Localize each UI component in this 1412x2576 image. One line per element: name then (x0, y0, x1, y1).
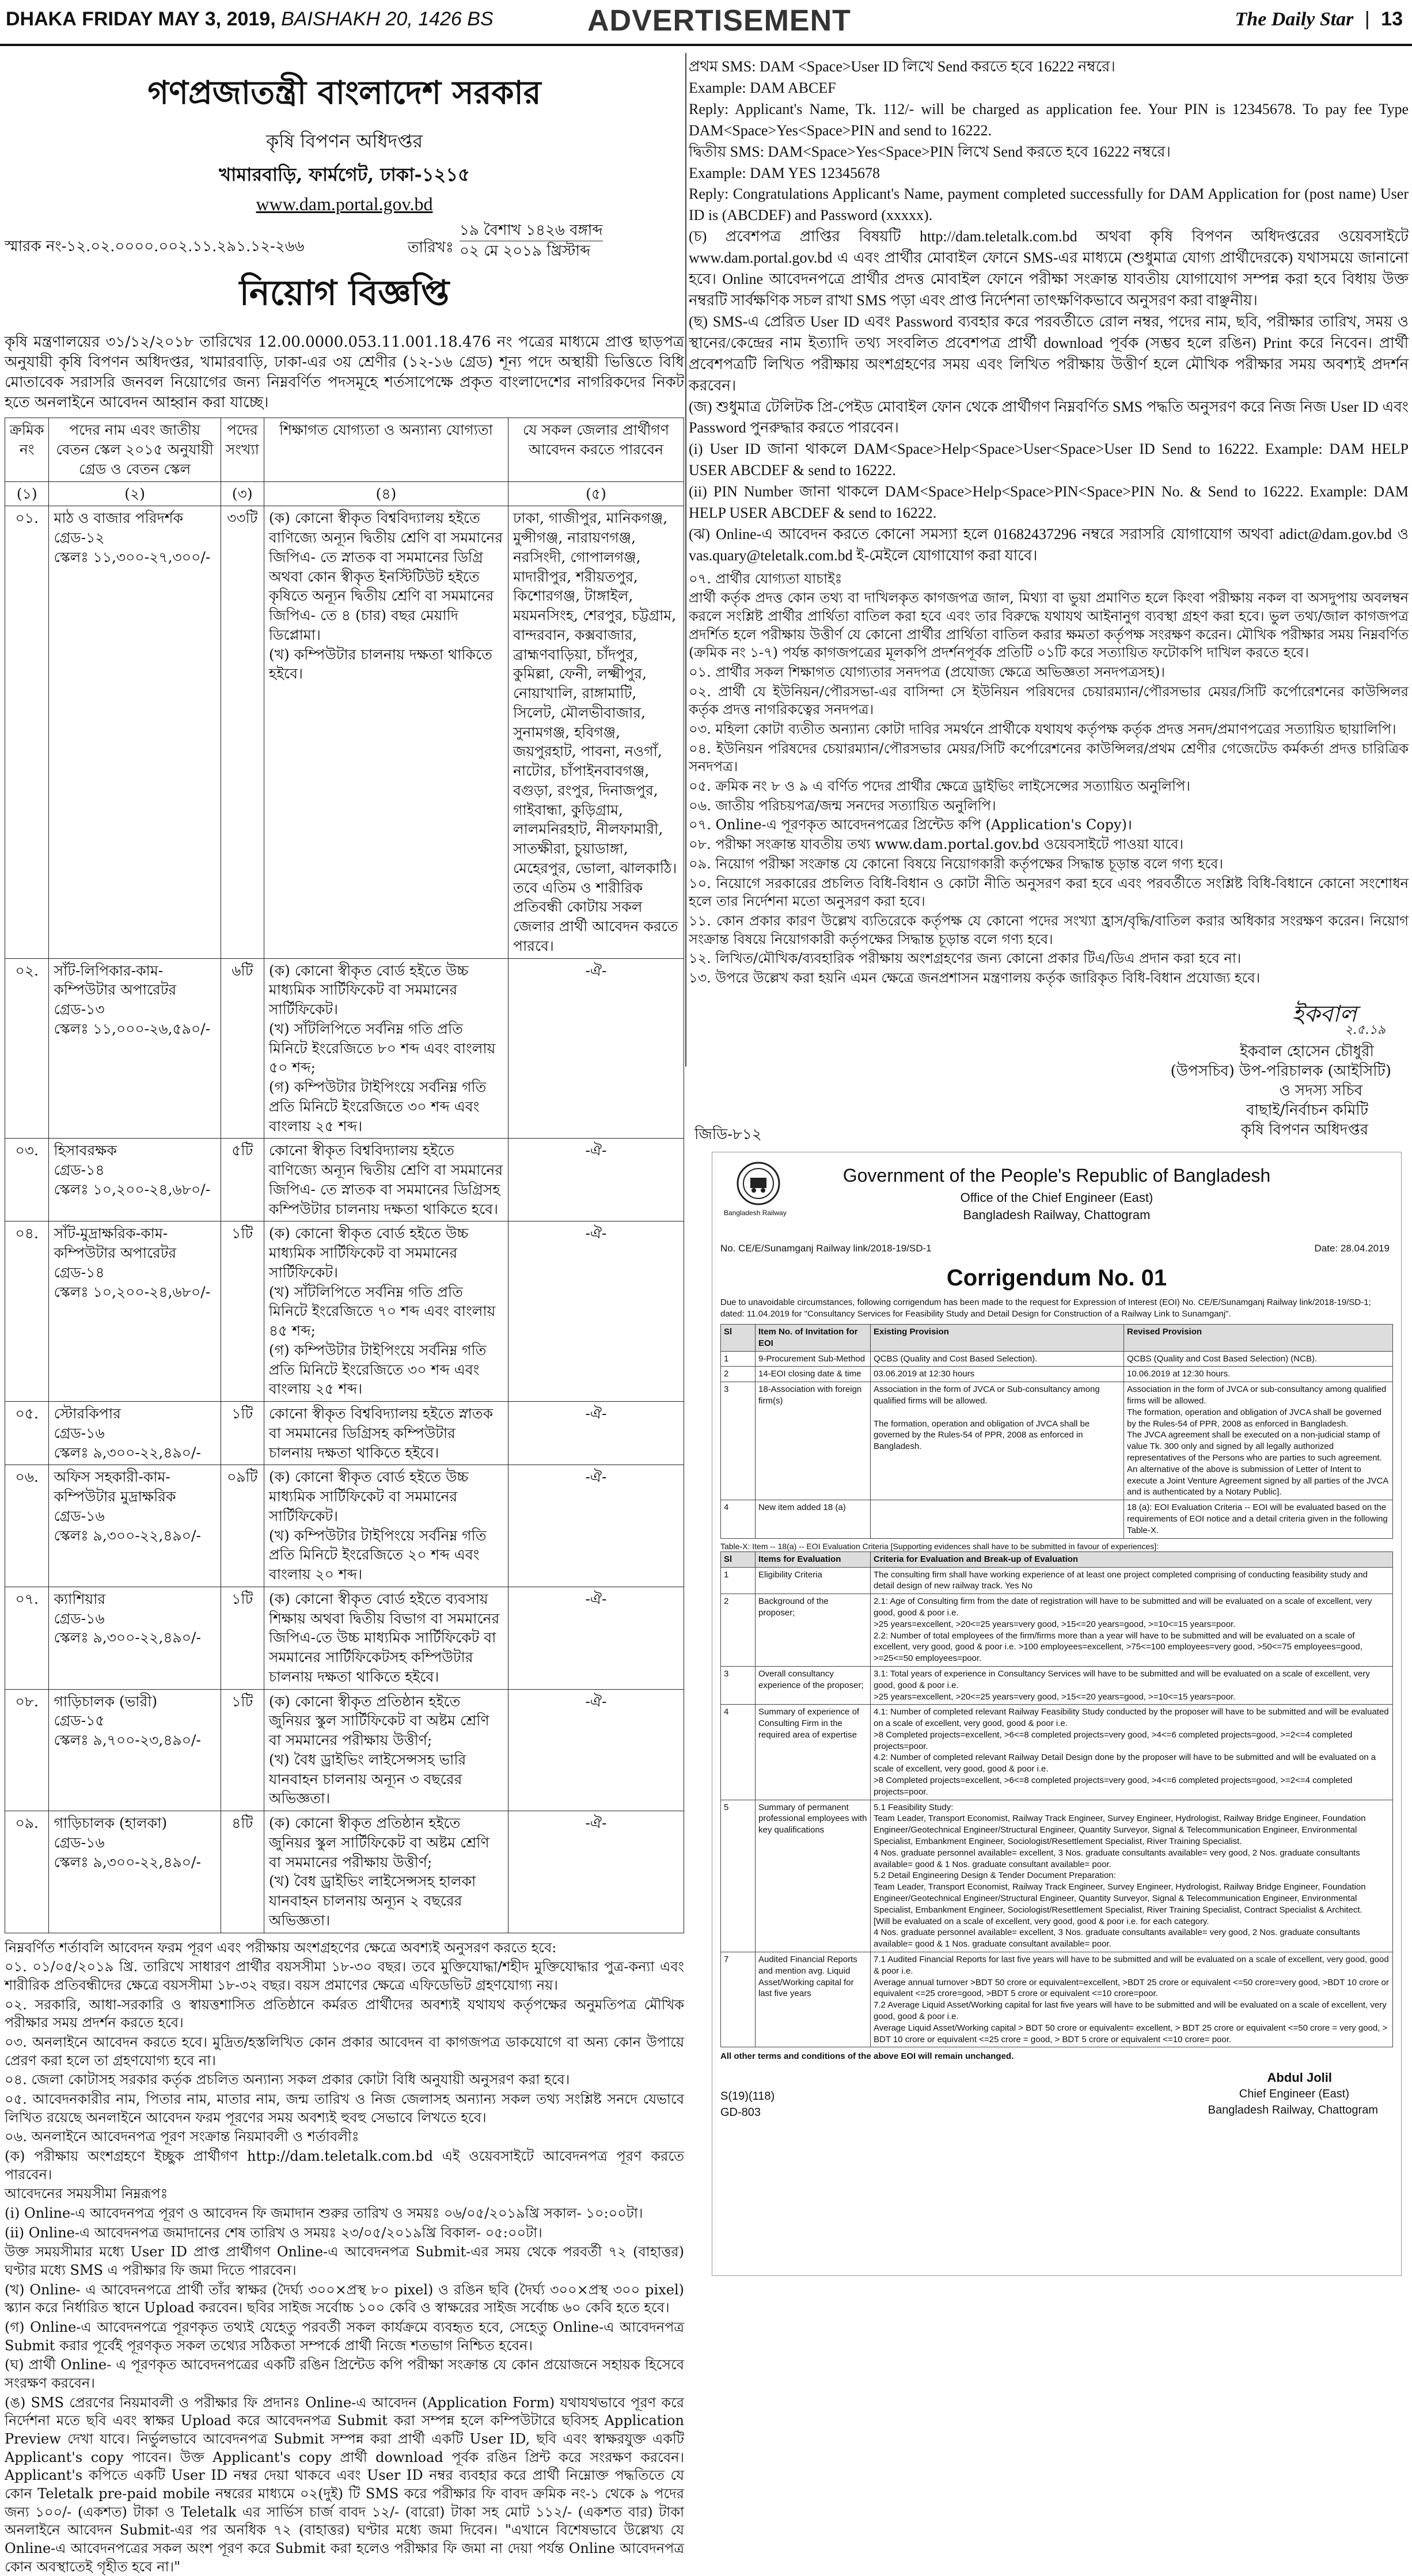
col-num: (৫) (508, 481, 684, 506)
table-cell: 7.1 Audited Financial Reports for last five years will have to be submitted and will be evaluated on a scale of excellent, very good, good & poor i.e. Average annual turnover >BDT 50 crore or equivalent=excellent, >BDT 25 crore or equivalent <=50 crore=very good, >BDT 10 crore or equivalent <=25 crore=good, >BDT 5 crore or equivalent <=10 crore=poor. 7.2 Average Liquid Asset/Working capital for last five years will have to be submitted and will be evaluated on a scale of excellent, very good, good & poor i.e. Average Liquid Asset/Working capital > BDT 50 crore or equivalent= excellent, > BDT 25 crore or equivalent <=50 crore = very good, > BDT 10 crore or equivalent <=25 crore = good, > BDT 5 crore or equivalent <=10 crore= poor. (871, 1952, 1393, 2047)
condition-item: ০৬. অনলাইনে আবেদনপত্র পূরণ সংক্রান্ত নিয়মাবলী ও শর্তাবলীঃ (5, 2129, 359, 2145)
table-cell-count: ১টি (221, 1221, 264, 1402)
signer-name: ইকবাল হোসেন চৌধুরী (1240, 1042, 1374, 1060)
corr-title: Corrigendum No. 01 (946, 1265, 1167, 1291)
table-cell: 5 (721, 1800, 756, 1952)
table-cell: 3 (721, 1666, 756, 1704)
col-num: (৩) (221, 481, 264, 506)
table-cell-qual: কোনো স্বীকৃত বিশ্ববিদ্যালয় হইতে বাণিজ্যে অন্যূন দ্বিতীয় শ্রেণি বা সমমানের জিপিএ- তে স্নাতক বা সমমানের ডিগ্রিসহ কম্পিউটার চালনায় দক্ষতা থাকিতে হবে। (264, 1139, 508, 1221)
table-cell: 3 (721, 1382, 756, 1500)
corr-signature-block (712, 2062, 1401, 2126)
table-cell: Summary of experience of Consulting Firm in the required area of expertise (756, 1705, 871, 1800)
table-cell-post: গাড়িচালক (হালকা) গ্রেড-১৬ স্কেলঃ ৯,৩০০-২২,৪৯০/- (49, 1811, 221, 1933)
table-cell: 18-Association with foreign firm(s) (756, 1382, 871, 1500)
eligibility-item: ০৫. ক্রমিক নং ৮ ও ৯ এ বর্ণিত পদের প্রার্থীর ক্ষেত্রে ড্রাইভিং লাইসেন্সের সত্যায়িত অনুলিপি। (689, 778, 1190, 795)
table-cell-post: সাঁট-মুদ্রাক্ষরিক-কাম-কম্পিউটার অপারেটর গ্রেড-১৪ স্কেলঃ ১০,২০০-২৪,৬৮০/- (49, 1221, 221, 1402)
table-cell: 9-Procurement Sub-Method (756, 1351, 871, 1367)
sms-instruction-item: (চ) প্রবেশপত্র প্রাপ্তির বিষয়টি http://dam.teletalk.com.bd অথবা কৃষি বিপণন অধিদপ্তরের ওয়েবসাইটে www.dam.portal.gov.bd এ এবং প্রার্থীর মোবাইল ফোনে SMS-এর মাধ্যমে (শুধুমাত্র যোগ্য প্রার্থীদেরকে) যথাসময়ে জানানো হবে। Online আবেদনপত্রে প্রার্থীর প্রদত্ত মোবাইল ফোনে পরীক্ষা সংক্রান্ত যাবতীয় যোগাযোগ সম্পন্ন করা হবে বিধায় উক্ত নম্বরটি সার্বক্ষণিক সচল রাখা SMS পড়া এবং প্রাপ্ত নির্দেশনা তাৎক্ষণিকভাবে অনুসরণ করা বাঞ্ছনীয়। (689, 228, 1409, 309)
corr-signer-title: Chief Engineer (East) (1239, 2087, 1349, 2100)
table-cell-sl: ০৯. (5, 1811, 49, 1933)
sms-instruction-item: Example: DAM YES 12345678 (689, 164, 880, 181)
table-cell: 03.06.2019 at 12:30 hours (871, 1367, 1124, 1382)
table-cell: Eligibility Criteria (756, 1567, 871, 1594)
condition-item: উক্ত সময়সীমার মধ্যে User ID প্রাপ্ত প্রার্থীগণ Online-এ আবেদনপত্র Submit-এর সময় থেকে পরবর্তী ৭২ (বাহাত্তর) ঘণ্টার মধ্যে SMS এ পরীক্ষার ফি জমা দিতে পারবেন। (5, 2244, 684, 2279)
table-cell-districts: -ঐ- (508, 1689, 684, 1811)
col-header-count: পদের সংখ্যা (221, 418, 264, 481)
table-cell-qual: (ক) কোনো স্বীকৃত বিশ্ববিদ্যালয় হইতে বাণিজ্যে অন্যূন দ্বিতীয় শ্রেণি বা সমমানের জিপিএ- তে স্নাতক বা সমমানের ডিগ্রি অথবা কোন স্বীকৃত ইনস্টিটিউট হইতে কৃষিতে অন্যূন দ্বিতীয় শ্রেণি বা সমমানের জিপিএ- তে ৪ (চার) বছর মেয়াদি ডিপ্লোমা। (খ) কম্পিউটার চালনায় দক্ষতা থাকিতে হইবে। (264, 506, 508, 958)
table-cell: 4 (721, 1705, 756, 1800)
table-cell-sl: ০৮. (5, 1689, 49, 1811)
sms-instruction-item: (ছ) SMS-এ প্রেরিত User ID এবং Password ব্যবহার করে পরবর্তীতে রোল নম্বর, পদের নাম, ছবি, পরীক্ষার তারিখ, সময় ও স্থানের/কেন্দ্রের নাম ইত্যাদি তথ্য সংবলিত প্রবেশপত্র প্রার্থী download পূর্বক (সম্ভব হলে রঙিন) Print করে নিবেন। প্রার্থী প্রবেশপত্রটি লিখিত পরীক্ষায় অংশগ্রহণের সময় এবং লিখিত পরীক্ষায় উত্তীর্ণ হলে মৌখিক পরীক্ষার সময় অবশ্যই প্রদর্শন করবেন। (689, 313, 1409, 394)
sms-instruction-item: (ঝ) Online-এ আবেদন করতে কোনো সমস্যা হলে 01682437296 নম্বরে সরাসরি যোগাযোগ অথবা adict@dam.gov.bd ও vas.quary@teletalk.com.bd ই-মেইলে যোগাযোগ করা যাবে। (689, 525, 1409, 564)
condition-item: (ক) পরীক্ষায় অংশগ্রহণে ইচ্ছুক প্রার্থীগণ http://dam.teletalk.com.bd এই ওয়েবসাইটে আবেদনপত্র পূরণ করতে পারবেন। (5, 2148, 684, 2183)
table-cell-qual: (ক) কোনো স্বীকৃত প্রতিষ্ঠান হইতে জুনিয়র স্কুল সার্টিফিকেট বা অষ্টম শ্রেণি বা সমমানের পরীক্ষায় উত্তীর্ণ; (খ) বৈধ ড্রাইভিং লাইসেন্সসহ হালকা যানবাহন চালনায় অন্যূন ২ বছরের অভিজ্ঞতা। (264, 1811, 508, 1933)
masthead-paper-logo: The Daily Star (1235, 9, 1354, 30)
eligibility-item: ০৩. মহিলা কোটা ব্যতীত অন্যান্য কোটা দাবির সমর্থনে প্রার্থীকে যথাযথ কর্তৃপক্ষ কর্তৃক প্রদত্ত সনদ/প্রমাণপত্রের সত্যায়িত ছায়ালিপি। (689, 721, 1396, 738)
eligibility-item: ০৯. নিয়োগ পরীক্ষা সংক্রান্ত যে কোনো বিষয়ে নিয়োগকারী কর্তৃপক্ষের সিদ্ধান্ত চূড়ান্ত বলে গণ্য হবে। (689, 855, 1223, 872)
table-cell-sl: ০৪. (5, 1221, 49, 1402)
eligibility-item: ১১. কোন প্রকার কারণ উল্লেখ ব্যতিরেকে কর্তৃপক্ষ যে কোনো পদের সংখ্যা হ্রাস/বৃদ্ধি/বাতিল করার অধিকার সংরক্ষণ করেন। নিয়োগ সংক্রান্ত বিষয়ে নিয়োগকারী কর্তৃপক্ষের সিদ্ধান্ত চূড়ান্ত বলে গণ্য হবে। (689, 912, 1409, 947)
table-cell-districts: -ঐ- (508, 958, 684, 1139)
masthead-bangla-date: BAISHAKH 20, 1426 BS (281, 8, 494, 30)
sms-instruction-item: Example: DAM ABCEF (689, 79, 836, 96)
table-cell: The consulting firm shall have working experience of at least one project completed comprising of conducting feasibility study and detail design of new railway track. Yes No (871, 1567, 1393, 1594)
col-header: Criteria for Evaluation and Break-up of Evaluation (871, 1551, 1393, 1567)
table-cell-qual: (ক) কোনো স্বীকৃত বোর্ড হইতে উচ্চ মাধ্যমিক সার্টিফিকেট বা সমমানের সার্টিফিকেট। (খ) কম্পিউটার টাইপিংয়ে সর্বনিম্ন গতি প্রতি মিনিটে ইংরেজিতে ২০ শব্দ এবং বাংলায় ২০ শব্দ। (264, 1465, 508, 1587)
table-cell-count: ১টি (221, 1587, 264, 1689)
masthead-page-number: 13 (1381, 8, 1403, 30)
condition-item: (ii) Online-এ আবেদনপত্র জমাদানের শেষ তারিখ ও সময়ঃ ২৩/০৫/২০১৯খ্রি বিকাল- ০৫:০০টা। (5, 2224, 542, 2241)
masthead-date: FRIDAY MAY 3, 2019, (82, 8, 276, 30)
table-row (721, 1567, 1393, 1594)
table-cell-post: হিসাবরক্ষক গ্রেড-১৪ স্কেলঃ ১০,২০০-২৪,৬৮০/- (49, 1139, 221, 1221)
table-row (721, 1382, 1393, 1500)
col-num: (৪) (264, 481, 508, 506)
table-cell-sl: ০১. (5, 506, 49, 958)
col-header-sl: ক্রমিক নং (5, 418, 49, 481)
condition-item: (ঘ) প্রার্থী Online- এ পূরণকৃত আবেদনপত্রের একটি রঙিন প্রিন্টেড কপি পরীক্ষা সংক্রান্ত যে কোন প্রয়োজনে সহায়ক হিসেবে সংরক্ষণ করবেন। (5, 2357, 684, 2392)
col-header: Items for Evaluation (756, 1551, 871, 1567)
table-row (721, 1800, 1393, 1952)
col-num: (১) (5, 481, 49, 506)
corr-org: Bangladesh Railway, Chattogram (963, 1208, 1151, 1222)
memo-date-english: ০২ মে ২০১৯ খ্রিস্টাব্দ (460, 242, 591, 260)
table-cell-qual: (ক) কোনো স্বীকৃত প্রতিষ্ঠান হইতে জুনিয়র স্কুল সার্টিফিকেট বা অষ্টম শ্রেণি বা সমমানের পরীক্ষায় উত্তীর্ণ; (খ) বৈধ ড্রাইভিং লাইসেন্সসহ ভারি যানবাহন চালনায় অন্যূন ৩ বছরের অভিজ্ঞতা। (264, 1689, 508, 1811)
handwritten-signature: ইকবাল (1292, 1000, 1357, 1027)
eligibility-item: ০২. প্রার্থী যে ইউনিয়ন/পৌরসভা-এর বাসিন্দা সে ইউনিয়ন পরিষদের চেয়ারম্যান/পৌরসভার মেয়র/সিটি কর্পোরেশনের কাউন্সিলর কর্তৃক প্রদত্ত নাগরিকত্বের সনদপত্র। (689, 683, 1409, 718)
table-cell: New item added 18 (a) (756, 1500, 871, 1538)
table-cell-districts: -ঐ- (508, 1402, 684, 1465)
table-cell: 2 (721, 1367, 756, 1382)
table-row (5, 1587, 684, 1689)
corr-gov-title: Government of the People's Republic of Bangladesh (842, 1165, 1271, 1186)
eligibility-item: ১০. নিয়োগে সরকারের প্রচলিত বিধি-বিধান ও কোটা নীতি অনুসরণ করা হবে এবং পরবর্তীতে সংশ্লিষ্ট বিধি-বিধানে কোনো সংশোধন হলে তার নির্দেশনা মতো অনুসরণ করা হবে। (689, 875, 1409, 910)
sms-instruction-item: দ্বিতীয় SMS: DAM<Space>Yes<Space>PIN লিখে Send করতে হবে 16222 নম্বরে। (689, 143, 1171, 160)
corr-code-2: GD-803 (720, 2105, 761, 2119)
notice-address: খামারবাড়ি, ফার্মগেট, ঢাকা-১২১৫ (219, 164, 470, 185)
sms-instruction-item: প্রথম SMS: DAM <Space>User ID লিখে Send করতে হবে 16222 নম্বরে। (689, 58, 1115, 75)
col-header: Sl (721, 1325, 756, 1352)
table-cell-post: সাঁট-লিপিকার-কাম-কম্পিউটার অপারেটর গ্রেড-১৩ স্কেলঃ ১১,০০০-২৬,৫৯০/- (49, 958, 221, 1139)
corr-table-2 (720, 1551, 1393, 2048)
table-cell-post: গাড়িচালক (ভারী) গ্রেড-১৫ স্কেলঃ ৯,৭০০-২৩,৪৯০/- (49, 1689, 221, 1811)
table-cell-post: ক্যাশিয়ার গ্রেড-১৬ স্কেলঃ ৯,৩০০-২২,৪৯০/- (49, 1587, 221, 1689)
corr-intro: Due to unavoidable circumstances, following corrigendum has been made to the request for Expression of Interest (EOI) No. CE/E/Sunamganj Railway link/2018-19/SD-1; dated: 11.04.2019 for "Consultancy Services for Feasibility Study and Detail Design for Construction of a Railway Link to Sunamganj". (720, 1298, 1371, 1319)
corr-table-1-header (721, 1325, 1393, 1352)
table-row (721, 1705, 1393, 1800)
eligibility-item: ০৪. ইউনিয়ন পরিষদের চেয়ারম্যান/পৌরসভার মেয়র/সিটি কর্পোরেশনের কাউন্সিলর/প্রথম শ্রেণীর গেজেটেড কর্মকর্তা প্রদত্ত চারিত্রিক সনদপত্র। (689, 740, 1409, 775)
table-row (5, 958, 684, 1139)
sms-instruction-item: Reply: Applicant's Name, Tk. 112/- will be charged as application fee. Your PIN is 12345678. To pay fee Type DAM<Space>Yes<Space>PIN and send to 16222. (689, 100, 1409, 139)
posts-table-body (5, 506, 684, 1933)
corrigendum-ad (712, 1152, 1402, 2276)
notice-gov-title: গণপ্রজাতন্ত্রী বাংলাদেশ সরকার (147, 74, 541, 112)
posts-table-colnums (5, 481, 684, 506)
condition-item: ০৪. জেলা কোটাসহ সরকার কর্তৃক প্রচলিত অন্যান্য সকল প্রকার কোটা বিধি অনুযায়ী অনুসরণ করা হবে। (5, 2072, 570, 2088)
table-cell-post: মাঠ ও বাজার পরিদর্শক গ্রেড-১২ স্কেলঃ ১১,৩০০-২৭,৩০০/- (49, 506, 221, 958)
eligibility-item: ০১. প্রার্থীর সকল শিক্ষাগত যোগ্যতার সনদপত্র (প্রযোজ্য ক্ষেত্রে অভিজ্ঞতা সনদপত্রসহ)। (689, 664, 1165, 681)
table-row (5, 1465, 684, 1587)
table-row (5, 1139, 684, 1221)
table-cell: 10.06.2019 at 12:30 hours. (1124, 1367, 1393, 1382)
table-cell: 14-EOI closing date & time (756, 1367, 871, 1382)
table-cell: Background of the proposer; (756, 1594, 871, 1667)
condition-item: ০১. ০১/০৫/২০১৯ খ্রি. তারিখে সাধারণ প্রার্থীর বয়সসীমা ১৮-৩০ বছর। তবে মুক্তিযোদ্ধা/শহীদ মুক্তিযোদ্ধার পুত্র-কন্যা এবং শারীরিক প্রতিবন্ধীদের ক্ষেত্রে বয়সসীমা ১৮-৩২ বছর। বয়স প্রমাণের ক্ষেত্রে এফিডেভিট গ্রহণযোগ্য নয়। (5, 1959, 684, 1993)
table-row (721, 1500, 1393, 1538)
signature-date: ২.৫.১৯ (1344, 1022, 1386, 1037)
col-header-post: পদের নাম এবং জাতীয় বেতন স্কেল ২০১৫ অনুযায়ী গ্রেড ও বেতন স্কেল (49, 418, 221, 481)
table-cell-qual: (ক) কোনো স্বীকৃত বোর্ড হইতে উচ্চ মাধ্যমিক সার্টিফিকেট বা সমমানের সার্টিফিকেট। (খ) সাঁটলিপিতে সর্বনিম্ন গতি প্রতি মিনিটে ইংরেজিতে ৮০ শব্দ এবং বাংলায় ৫০ শব্দ; (গ) কম্পিউটার টাইপিংয়ে সর্বনিম্ন গতি প্রতি মিনিটে ইংরেজিতে ৩০ শব্দ এবং বাংলায় ২৫ শব্দ। (264, 958, 508, 1139)
notice-title: নিয়োগ বিজ্ঞপ্তি (239, 273, 450, 313)
table-cell-count: ১টি (221, 1402, 264, 1465)
condition-item: ০২. সরকারি, আধা-সরকারি ও স্বায়ত্তশাসিত প্রতিষ্ঠানে কর্মরত প্রার্থীদের অবশ্যই যথাযথ কর্তৃপক্ষের অনুমতিপত্র মৌখিক পরীক্ষার সময় প্রদর্শন করতে হবে। (5, 1996, 684, 2031)
table-row (5, 1402, 684, 1465)
condition-item: (i) Online-এ আবেদনপত্র পূরণ ও আবেদন ফি জমাদান শুরুর তারিখ ও সময়ঃ ০৬/০৫/২০১৯খ্রি সকাল- ১০:০০টা। (5, 2205, 643, 2222)
col-header: Existing Provision (871, 1325, 1124, 1352)
condition-item: (ঙ) SMS প্রেরণের নিয়মাবলী ও পরীক্ষার ফি প্রদানঃ Online-এ আবেদন (Application Form) যথাযথভাবে পূরণ করে নির্দেশনা মতে ছবি এবং স্বাক্ষর Upload করে আবেদনপত্র Submit করা সম্পন্ন হলে কম্পিউটারে ছবিসহ Application Preview দেখা যাবে। নির্ভুলভাবে আবেদনপত্র Submit সম্পন্ন করা প্রার্থী একটি User ID, ছবি এবং স্বাক্ষরযুক্ত একটি Applicant's copy পাবেন। উক্ত Applicant's copy প্রার্থী download পূর্বক রঙিন প্রিন্ট করে সংরক্ষণ করবেন। Applicant's কপিতে একটি User ID নম্বর দেয়া থাকবে এবং User ID নম্বর ব্যবহার করে প্রার্থী নিম্নোক্ত পদ্ধতিতে যে কোন Teletalk pre-paid mobile নম্বরের মাধ্যমে ০২(দুই) টি SMS করে পরীক্ষার ফি বাবদ ক্রমিক নং-১ থেকে ৯ পদের জন্য ১০০/- (একশত) টাকা ও Teletalk এর সার্ভিস চার্জ বাবদ ১২/- (বারো) টাকা সহ মোট ১১২/- (একশত বার) টাকা অনলাইনে আবেদন Submit-এর পর অনধিক ৭২ (বাহাত্তর) ঘণ্টার মধ্যে জমা দিবেন। "এখানে বিশেষভাবে উল্লেখ্য যে Online-এ আবেদনপত্রের সকল অংশ পূরণ করে Submit করা হলেও পরীক্ষার ফি জমা না দেয়া পর্যন্ত Online আবেদনপত্র কোন অবস্থাতেই গৃহীত হবে না।" (5, 2394, 684, 2575)
table-cell-sl: ০৫. (5, 1402, 49, 1465)
table-cell: 4 (721, 1500, 756, 1538)
eligibility-item: ০৮. পরীক্ষা সংক্রান্ত যাবতীয় তথ্য www.dam.portal.gov.bd ওয়েবসাইটে পাওয়া যাবে। (689, 836, 1184, 853)
masthead-rule (0, 44, 1412, 46)
sms-instruction-item: (i) User ID জানা থাকলে DAM<Space>Help<Space>User<Space>User ID Send to 16222. Example: DAM HELP USER ABCDEF & send to 16222. (689, 441, 1409, 479)
table-cell: 7 (721, 1952, 756, 2047)
table-cell-sl: ০৭. (5, 1587, 49, 1689)
signer-role: ও সদস্য সচিব (1279, 1082, 1362, 1099)
table-cell-districts: -ঐ- (508, 1587, 684, 1689)
corr-table-1 (720, 1324, 1393, 1539)
table-cell: 1 (721, 1351, 756, 1367)
eligibility-item: প্রার্থী কর্তৃক প্রদত্ত কোন তথ্য বা দাখিলকৃত কাগজপত্র জাল, মিথ্যা বা ভুয়া প্রমাণিত হলে কিংবা পরীক্ষায় নকল বা অসদুপায় অবলম্বন করলে সংশ্লিষ্ট প্রার্থীর প্রার্থিতা বাতিল করা হবে এবং তার বিরুদ্ধে যথাযথ আইনানুগ ব্যবস্থা গ্রহণ করা হবে। ভুল তথ্য/জাল কাগজপত্র প্রদর্শিত হলে পরীক্ষায় উত্তীর্ণ যে কোনো প্রার্থীর প্রার্থিতা বাতিল করার ক্ষমতা কর্তৃপক্ষ সংরক্ষণ করেন। মৌখিক পরীক্ষার সময় নিম্নবর্ণিত (ক্রমিক নং ১-৭) পর্যন্ত কাগজপত্রের মূলকপি প্রদর্শনপূর্বক প্রতিটি ০১টি করে সত্যায়িত ফটোকপি দাখিল করতে হবে। (689, 590, 1409, 661)
table-cell-districts: -ঐ- (508, 1811, 684, 1933)
masthead-right: The Daily Star | 13 (1235, 8, 1403, 30)
table-cell-qual: (ক) কোনো স্বীকৃত বোর্ড হইতে ব্যবসায় শিক্ষায় অথবা দ্বিতীয় বিভাগ বা সমমানের জিপিএ-তে উচ্চ মাধ্যমিক সার্টিফিকেট বা সমমানের সার্টিফিকেটসহ কম্পিউটার চালনায় দক্ষতা থাকিতে হইবে। (264, 1587, 508, 1689)
condition-item: (খ) Online- এ আবেদনপত্রে প্রার্থী তাঁর স্বাক্ষর (দৈর্ঘ্য ৩০০×প্রস্থ ৮০ pixel) ও রঙিন ছবি (দৈর্ঘ্য ৩০০×প্রস্থ ৩০০ pixel) স্ক্যান করে নির্ধারিত স্থানে Upload করবেন। ছবির সাইজ সর্বোচ্চ ১০০ কেবি ও স্বাক্ষরের সাইজ সর্বোচ্চ ৬০ কেবি হতে হবে। (5, 2281, 684, 2316)
table-cell-count: ৫টি (221, 1139, 264, 1221)
table-cell: Summary of permanent professional employees with key qualifications (756, 1800, 871, 1952)
corr-table-2-header (721, 1551, 1393, 1567)
condition-item: ০৩. অনলাইনে আবেদন করতে হবে। মুদ্রিত/হস্তলিখিত কোন প্রকার আবেদন বা কাগজপত্র ডাকযোগে বা অন্য কোন উপায়ে প্রেরণ করা হলে তা গ্রহণযোগ্য হবে না। (5, 2034, 684, 2069)
table-row (721, 1367, 1393, 1382)
table-cell: QCBS (Quality and Cost Based Selection). (871, 1351, 1124, 1367)
masthead (0, 0, 1412, 45)
table-cell-sl: ০৬. (5, 1465, 49, 1587)
corrigendum-header (712, 1152, 1401, 1239)
notice-signature-block (689, 993, 1409, 1149)
signer-title: (উপসচিব) উপ-পরিচালক (আইসিটি) (1170, 1062, 1391, 1080)
table-cell-count: ৪টি (221, 1811, 264, 1933)
table-cell-count: ১টি (221, 1689, 264, 1811)
table-row (721, 1952, 1393, 2047)
corr-ref-number: No. CE/E/Sunamganj Railway link/2018-19/SD-1 (720, 1243, 932, 1254)
table-cell: 5.1 Feasibility Study: Team Leader, Transport Economist, Railway Track Engineer, Survey Engineer, Hydrologist, Railway Bridge Engineer, Foundation Engineer/Geotechnical Engineer/Structural Engineer, Quantity Surveyor, Signal & Telecommunication Engineer, Environmental Specialist, Embankment Engineer, Sociologist/Resettlement Specialist, River Training Specialist. 4 Nos. graduate personnel available= excellent, 3 Nos. graduate consultants available= very good, 2 Nos. graduate consultants available= good & 1 Nos. graduate consultant available= poor. 5.2 Detail Engineering Design & Tender Document Preparation: Team Leader, Transport Economist, Railway Track Engineer, Survey Engineer, Hydrologist, Railway Bridge Engineer, Foundation Engineer/Geotechnical Engineer/Structural Engineer, Quantity Surveyor, Signal & Telecommunication Engineer, Environmental Specialist, Embankment Engineer, Sociologist/Resettlement Specialist, River Training Specialist, Contract Specialist & Architect. [Will be evaluated on a scale of excellent, very good, good & poor i.e. for each category. 4 Nos. graduate personnel available= excellent, 3 Nos. graduate consultants available= very good, 2 Nos. graduate consultants available= good & 1 Nos. graduate consultant available= poor. (871, 1800, 1393, 1952)
masthead-city: DHAKA (6, 8, 77, 30)
table-row (721, 1594, 1393, 1667)
condition-item: ০৫. আবেদনকারীর নাম, পিতার নাম, মাতার নাম, জন্ম তারিখ ও নিজ জেলাসহ অন্যান্য সকল তথ্য সংশ্লিষ্ট সনদে যেভাবে লিখিত রয়েছে অনলাইনে আবেদন ফরম পূরণের সময় অবশ্যই হুবহু সেভাবে লিখতে হবে। (5, 2091, 684, 2126)
table-cell: 3.1: Total years of experience in Consultancy Services will have to be submitted and will be evaluated on a scale of excellent, very good, good & poor i.e. >25 years=excellent, >20<=25 years=very good, >15<=20 years=good, >=10<=15 years=poor. (871, 1666, 1393, 1704)
corr-table-2-caption: Table-X: Item -- 18(a) -- EOI Evaluation Criteria [Supporting evidences shall have to be submitted in favour of experiences]: (720, 1541, 1159, 1551)
table-cell: Association in the form of JVCA or Sub-consultancy among qualified firms will be allowed. The formation, operation and obligation of JVCA shall be governed by the Rules-54 of PPR, 2008 as enforced in Bangladesh. (871, 1382, 1124, 1500)
table-cell-districts: -ঐ- (508, 1465, 684, 1587)
table-row (5, 1689, 684, 1811)
table-row (721, 1351, 1393, 1367)
corr-table-1-body (721, 1351, 1393, 1538)
masthead-dateline (6, 8, 494, 31)
table-cell: 1 (721, 1567, 756, 1594)
conditions-list (5, 1958, 684, 2576)
table-cell-districts: -ঐ- (508, 1139, 684, 1221)
table-cell-qual: কোনো স্বীকৃত বিশ্ববিদ্যালয় হইতে স্নাতক বা সমমানের ডিগ্রিসহ কম্পিউটার চালনায় দক্ষতা থাকিতে হইবে। (264, 1402, 508, 1465)
eligibility-item: ০৭. প্রার্থীর যোগ্যতা যাচাইঃ (689, 570, 842, 587)
corr-footer-note: All other terms and conditions of the above EOI will remain unchanged. (720, 2051, 1014, 2062)
table-cell-post: স্টোরকিপার গ্রেড-১৬ স্কেলঃ ৯,৩০০-২২,৪৯০/- (49, 1402, 221, 1465)
table-cell: Audited Financial Reports and mention avg. Liquid Asset/Working capital for last five years (756, 1952, 871, 2047)
posts-table-header (5, 418, 684, 481)
eligibility-item: ১৩. উপরে উল্লেখ করা হয়নি এমন ক্ষেত্রে জনপ্রশাসন মন্ত্রণালয় কর্তৃক জারিকৃত বিধি-বিধান প্রযোজ্য হবে। (689, 969, 1261, 986)
notice-gd-code: জিডি-৮১২ (694, 1125, 762, 1143)
table-cell-count: ৩৩টি (221, 506, 264, 958)
masthead-section: ADVERTISEMENT (587, 4, 851, 37)
table-cell-count: ৬টি (221, 958, 264, 1139)
table-cell-count: ০৯টি (221, 1465, 264, 1587)
corr-date: Date: 28.04.2019 (1314, 1243, 1390, 1254)
memo-date-bangla: ১৯ বৈশাখ ১৪২৬ বঙ্গাব্দ (460, 221, 603, 241)
corr-signer-name: Abdul Jolil (1267, 2070, 1332, 2085)
sms-instructions (689, 56, 1409, 567)
signer-dept: কৃষি বিপণন অধিদপ্তর (1240, 1121, 1368, 1139)
table-cell (871, 1500, 1124, 1538)
table-row (5, 506, 684, 958)
col-header-qualification: শিক্ষাগত যোগ্যতা ও অন্যান্য যোগ্যতা (264, 418, 508, 481)
table-row (5, 1221, 684, 1402)
corr-code-1: S(19)(118) (720, 2089, 775, 2103)
notice-website[interactable]: www.dam.portal.gov.bd (256, 194, 433, 214)
table-cell: 2 (721, 1594, 756, 1667)
memo-number: স্মারক নং-১২.০২.০০০০.০০২.১১.২৯১.১২-২৬৬ (5, 238, 305, 255)
table-cell: 4.1: Number of completed relevant Railway Feasibility Study conducted by the proposer will have to be submitted and will be evaluated on a scale of excellent, very good, good & poor i.e. >8 Completed projects=excellent, >6<=8 completed projects=very good, >4<=6 completed projects=good, >=2<=4 completed projects=poor. 4.2: Number of completed relevant Railway Detail Design done by the proposer will have to be submitted and will be evaluated on a scale of excellent, very good, good & poor i.e. >8 Completed projects=excellent, >6<=8 completed projects=very good, >4<=6 completed projects=good, >=2<=4 completed projects=poor. (871, 1705, 1393, 1800)
posts-table (5, 418, 684, 1933)
corr-signer-org: Bangladesh Railway, Chattogram (1208, 2103, 1378, 2116)
table-cell: QCBS (Quality and Cost Based Selection) (NCB). (1124, 1351, 1393, 1367)
table-cell: 2.1: Age of Consulting firm from the date of registration will have to be submitted and will be evaluated on a scale of excellent, very good, good & poor i.e. >25 years=excellent, >20<=25 years=very good, >15<=20 years=good, >=10<=15 years=poor. 2.2: Number of total employees of the firm/firms more than a year will have to be submitted and will be evaluated on a scale of excellent, very good, good & poor i.e. >100 employees=excellent, >75<=100 employees=very good, >50<=75 employees=good, >=25<=50 employees=poor. (871, 1594, 1393, 1667)
memo-row (5, 221, 684, 259)
table-cell-post: অফিস সহকারী-কাম-কম্পিউটার মুদ্রাক্ষরিক গ্রেড-১৬ স্কেলঃ ৯,৩০০-২২,৪৯০/- (49, 1465, 221, 1587)
memo-date-label: তারিখঃ (408, 239, 454, 256)
conditions-intro: নিম্নবর্ণিত শর্তাবলি আবেদন ফরম পূরণ এবং পরীক্ষায় অংশগ্রহণের ক্ষেত্রে অবশ্যই অনুসরণ করতে হবে: (5, 1939, 557, 1956)
recruitment-notice (5, 56, 684, 2575)
eligibility-item: ১২. লিখিত/মৌখিক/ব্যবহারিক পরীক্ষায় অংশগ্রহণের জন্য কোনো প্রকার টিএ/ডিএ প্রদান করা হবে না। (689, 950, 1242, 967)
corr-office: Office of the Chief Engineer (East) (960, 1190, 1153, 1205)
column-divider (685, 53, 686, 1067)
col-header: Sl (721, 1551, 756, 1567)
table-row (721, 1666, 1393, 1704)
signer-committee: বাছাই/নির্বাচন কমিটি (1246, 1101, 1368, 1119)
condition-item: (গ) Online-এ আবেদনপত্রে পূরণকৃত তথ্যই যেহেতু পরবর্তী সকল কার্যক্রমে ব্যবহৃত হবে, সেহেতু Online-এ আবেদনপত্র Submit করার পূর্বেই পূরণকৃত সকল তথ্যের সঠিকতা সম্পর্কে প্রার্থী নিজে শতভাগ নিশ্চিত হবেন। (5, 2319, 684, 2354)
col-header-districts: যে সকল জেলার প্রার্থীগণ আবেদন করতে পারবেন (508, 418, 684, 481)
eligibility-item: ০৭. Online-এ পূরণকৃত আবেদনপত্রের প্রিন্টেড কপি (Application's Copy)। (689, 817, 1133, 833)
sms-instruction-item: (ii) PIN Number জানা থাকলে DAM<Space>Help<Space>PIN<Space>PIN No. & Send to 16222. Example: DAM HELP USER ABCDEF & send to 16222. (689, 483, 1409, 522)
table-cell: Overall consultancy experience of the proposer; (756, 1666, 871, 1704)
col-num: (২) (49, 481, 221, 506)
table-cell-sl: ০৩. (5, 1139, 49, 1221)
notice-dept: কৃষি বিপণন অধিদপ্তর (265, 130, 423, 152)
table-cell-districts: ঢাকা, গাজীপুর, মানিকগঞ্জ, মুন্সীগঞ্জ, নারায়ণগঞ্জ, নরসিংদী, গোপালগঞ্জ, মাদারীপুর, শরীয়তপুর, কিশোরগঞ্জ, টাঙ্গাইল, ময়মনসিংহ, শেরপুর, চট্টগ্রাম, বান্দরবান, কক্সবাজার, ব্রাহ্মণবাড়িয়া, চাঁদপুর, কুমিল্লা, ফেনী, লক্ষ্মীপুর, নোয়াখালি, রাঙ্গামাটি, সিলেট, মৌলভীবাজার, সুনামগঞ্জ, হবিগঞ্জ, জয়পুরহাট, পাবনা, নওগাঁ, নাটোর, চাঁপাইনবাবগঞ্জ, বগুড়া, রংপুর, দিনাজপুর, গাইবান্ধা, কুড়িগ্রাম, লালমনিরহাট, নীলফামারী, সাতক্ষীরা, চুয়াডাঙ্গা, মেহেরপুর, ভোলা, ঝালকাঠি। তবে এতিম ও শারীরিক প্রতিবন্ধী কোটায় সকল জেলার প্রার্থী আবেদন করতে পারবে। (508, 506, 684, 958)
condition-item: আবেদনের সময়সীমা নিম্নরূপঃ (5, 2186, 168, 2202)
col-header: Item No. of Invitation for EOI (756, 1325, 871, 1352)
sms-instruction-item: (জ) শুধুমাত্র টেলিটক প্রি-পেইড মোবাইল ফোন থেকে প্রার্থীগণ নিম্নবর্ণিত SMS পদ্ধতি অনুসরণ করে নিজ নিজ User ID এবং Password পুনরুদ্ধার করতে পারবেন। (689, 398, 1409, 437)
corr-ref-row (712, 1239, 1401, 1258)
notice-intro: কৃষি মন্ত্রণালয়ের ৩১/১২/২০১৮ তারিখের 12.00.0000.053.11.001.18.476 নং পত্রের মাধ্যমে প্রাপ্ত ছাড়পত্র অনুযায়ী কৃষি বিপণন অধিদপ্তর, খামারবাড়ি, ঢাকা-এর ৩য় শ্রেণীর (১২-১৬ গ্রেড) শূন্য পদে অস্থায়ী ভিত্তিতে বিধি মোতাবেক সরাসরি জনবল নিয়োগের জন্য নিম্নবর্ণিত পদসমূহে শর্তসাপেক্ষে প্রকৃত বাংলাদেশের নাগরিকদের নিকট হতে অনলাইনে আবেদন আহ্বান করা যাচ্ছে। (5, 333, 684, 412)
eligibility-section (689, 570, 1409, 988)
logo-caption: Bangladesh Railway (724, 1209, 787, 1217)
col-header: Revised Provision (1124, 1325, 1393, 1352)
table-cell: 18 (a): EOI Evaluation Criteria -- EOI will be evaluated based on the requirements of EOI notice and a detail criteria given in the following Table-X. (1124, 1500, 1393, 1538)
sms-instruction-item: Reply: Congratulations Applicant's Name, payment completed successfully for DAM Application for (post name) User ID is (ABCDEF) and Password (xxxxx). (689, 185, 1409, 224)
table-cell-districts: -ঐ- (508, 1221, 684, 1402)
table-cell-qual: (ক) কোনো স্বীকৃত বোর্ড হইতে উচ্চ মাধ্যমিক সার্টিফিকেট বা সমমানের সার্টিফিকেট। (খ) সাঁটলিপিতে সর্বনিম্ন গতি প্রতি মিনিটে ইংরেজিতে ৭০ শব্দ এবং বাংলায় ৪৫ শব্দ; (গ) কম্পিউটার টাইপিংয়ে সর্বনিম্ন গতি প্রতি মিনিটে ইংরেজিতে ৩০ শব্দ এবং বাংলায় ২৫ শব্দ। (264, 1221, 508, 1402)
table-cell-sl: ০২. (5, 958, 49, 1139)
eligibility-item: ০৬. জাতীয় পরিচয়পত্র/জন্ম সনদের সত্যায়িত অনুলিপি। (689, 797, 996, 814)
notice-continuation (689, 56, 1409, 1149)
corr-table-2-body (721, 1567, 1393, 2047)
table-cell: Association in the form of JVCA or sub-consultancy among qualified firms will be allowed. The formation, operation and obligation of JVCA shall be governed by the Rules-54 of PPR, 2008 as enforced in Bangladesh. The JVCA agreement shall be executed on a non-judicial stamp of value Tk. 300 only and signed by all legally authorized representatives of the Persons who are parties to such agreement. An alternative of the above is submission of Letter of Intent to execute a Joint Venture Agreement signed by all parties of the JVCA and is authenticated by a Notary Public]. (1124, 1382, 1393, 1500)
table-row (5, 1811, 684, 1933)
